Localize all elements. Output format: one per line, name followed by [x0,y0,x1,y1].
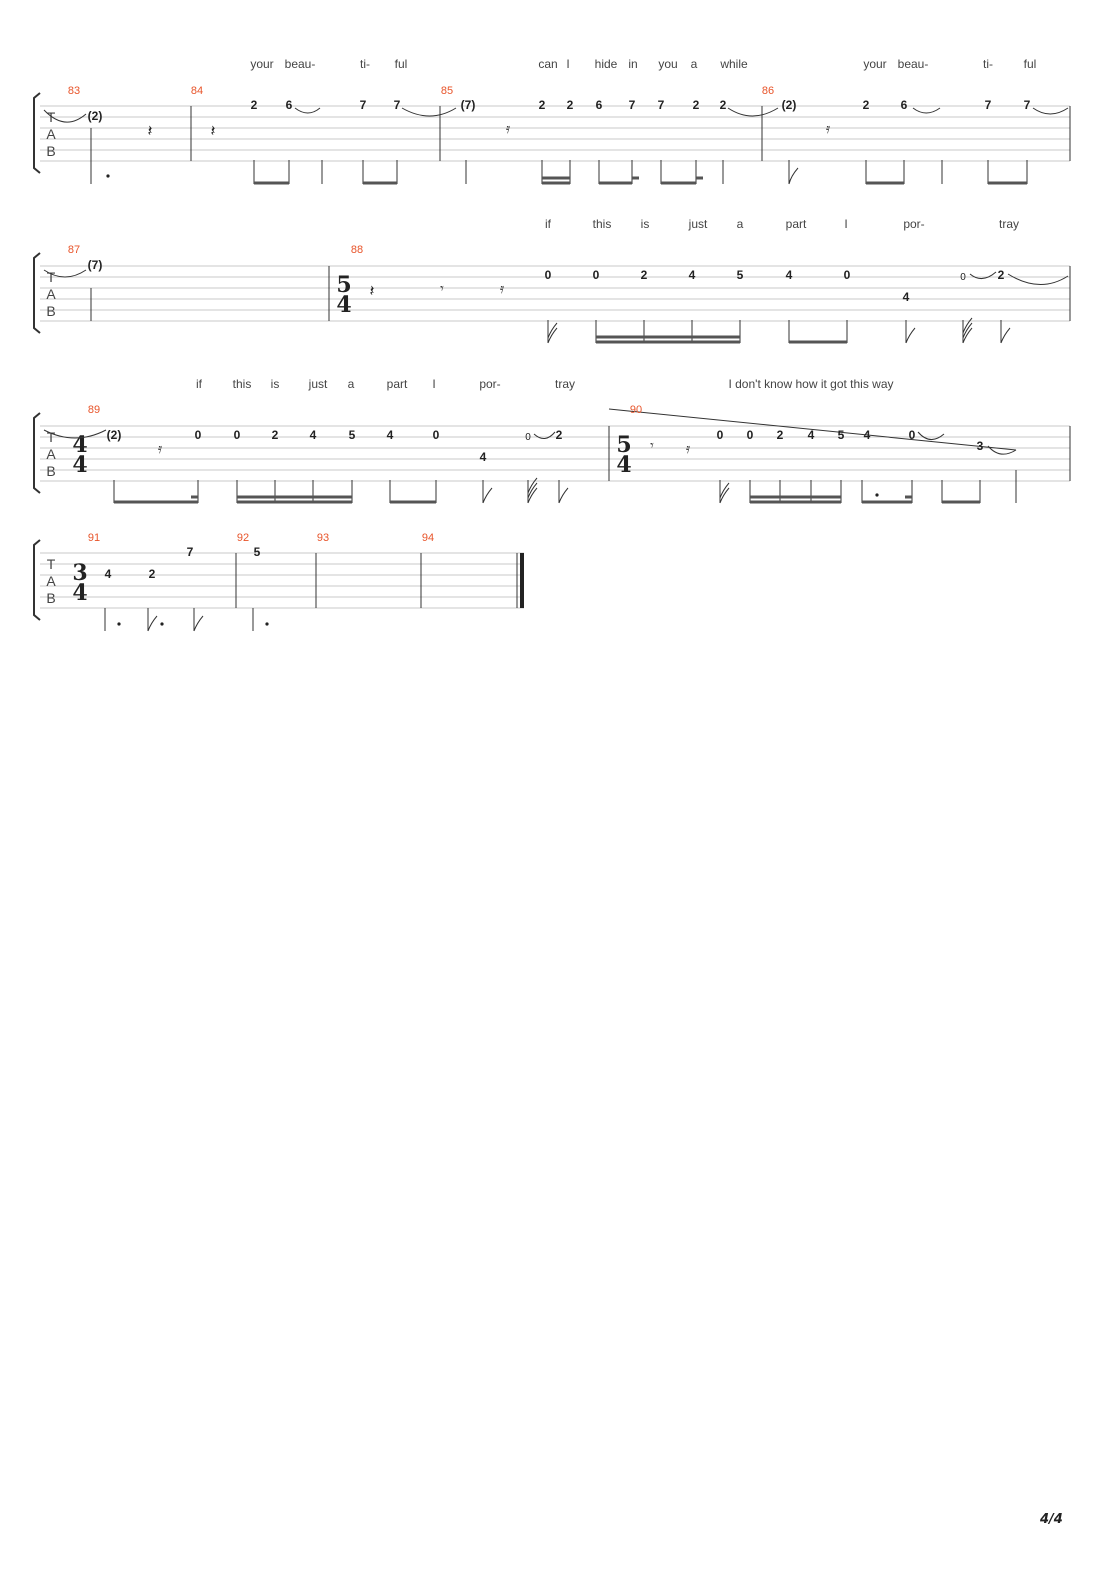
lyrics-line [196,377,894,391]
measure-number: 93 [316,532,330,544]
fret-number: 2 [862,98,870,112]
lyric: beau- [897,57,929,71]
stems [105,608,253,631]
system-bracket [34,540,40,620]
fret-number: 2 [555,428,563,442]
fret-number: (7) [87,258,103,272]
svg-text:A: A [46,573,56,589]
measure-number: 90 [629,404,643,416]
lyric: your [250,57,274,71]
quarter-rest: 𝄽 [210,123,216,140]
measure-numbers [68,85,774,97]
fret-number: 7 [984,98,992,112]
beams [596,337,847,342]
flag [789,168,798,184]
fret-number: 4 [688,268,696,282]
fret-number: 7 [393,98,401,112]
fret-number: 7 [628,98,636,112]
svg-text:A: A [46,286,56,302]
system-bracket [34,93,40,173]
measure-number: 89 [87,404,101,416]
svg-text:4: 4 [72,580,88,606]
svg-text:B: B [46,463,56,479]
fret-number: 2 [776,428,784,442]
fret-number: (7) [460,98,476,112]
lyric: hide [594,57,618,71]
barlines [236,553,517,608]
svg-text:5: 5 [336,272,352,298]
fret-number: 6 [285,98,293,112]
lyric: a [347,377,355,391]
measure-number: 88 [350,244,364,256]
fret-number: 5 [837,428,845,442]
dot [106,174,109,177]
lyric: your [863,57,887,71]
fret-number: 4 [807,428,815,442]
fret-number: 0 [960,272,966,283]
svg-text:3: 3 [72,560,88,586]
svg-text:4: 4 [72,432,88,458]
quarter-rest: 𝄽 [147,123,153,140]
sixteenth-rest: 𝄿 [825,120,831,136]
lyric: can [538,57,558,71]
svg-text:A: A [46,446,56,462]
fret-number: 3 [976,439,984,453]
lyric: is [640,217,650,231]
fret-number: 0 [544,268,552,282]
quarter-rest: 𝄽 [369,283,375,300]
lyric: just [308,377,328,391]
fret-number: 4 [104,567,112,581]
fret-number: 2 [640,268,648,282]
fret-number: 2 [566,98,574,112]
fret-number: 5 [253,545,261,559]
lyric: ful [394,57,408,71]
lyric: if [196,377,202,391]
system-3 [34,377,1070,503]
dot [875,493,878,496]
lyric: ti- [983,57,993,71]
stems [91,288,1001,343]
measure-number: 87 [67,244,81,256]
lyric: ti- [360,57,370,71]
fret-number: 0 [233,428,241,442]
lyric: I don't know how it got this way [728,377,894,391]
lyrics-line [250,57,1036,71]
lyric: I [844,217,848,231]
system-bracket [34,253,40,333]
rests [148,120,831,140]
lyric: a [736,217,744,231]
fret-number: 4 [479,450,487,464]
measure-number: 94 [421,532,435,544]
tab-staff [40,106,1070,161]
fret-number: 6 [595,98,603,112]
system-bracket [34,413,40,493]
lyric: just [688,217,708,231]
lyric: part [785,217,807,231]
svg-text:4: 4 [616,452,632,478]
svg-text:A: A [46,126,56,142]
fret-number: 4 [785,268,793,282]
lyric: a [690,57,698,71]
fret-number: 0 [592,268,600,282]
measure-number: 85 [440,85,454,97]
stems [91,128,1027,184]
lyric: beau- [284,57,316,71]
time-signature [72,560,87,606]
fret-numbers [88,98,1031,123]
system-2 [34,217,1070,343]
lyrics-line [545,217,1019,231]
fret-number: 5 [348,428,356,442]
fret-number: 4 [309,428,317,442]
fret-number: 2 [250,98,258,112]
lyric: this [592,217,612,231]
tab-clef [46,429,56,479]
fret-number: 2 [271,428,279,442]
barlines [191,106,1070,161]
sixteenth-rest: 𝄿 [685,440,691,456]
fret-number: 7 [186,545,194,559]
eighth-rest: 𝄾 [650,437,654,453]
lyric: I [432,377,436,391]
beams [114,497,980,502]
fret-number: 0 [525,432,531,443]
beams [254,178,1027,183]
measure-number: 83 [67,85,81,97]
measure-numbers [68,244,363,256]
rests [370,280,505,300]
sixteenth-rest: 𝄿 [157,440,163,456]
fret-number: 4 [863,428,871,442]
fret-numbers [105,545,261,581]
lyric: if [545,217,551,231]
fret-number: 2 [997,268,1005,282]
measure-number: 92 [236,532,250,544]
fret-number: (2) [87,109,103,123]
dots [117,622,268,625]
system-1 [34,57,1070,184]
final-barline [520,553,524,608]
svg-text:B: B [46,143,56,159]
fret-number: 0 [746,428,754,442]
tab-staff [40,266,1070,321]
lyric: you [658,57,678,71]
fret-number: (2) [106,428,122,442]
lyric: part [386,377,408,391]
measure-number: 86 [761,85,775,97]
tab-clef [46,269,56,319]
sixteenth-rest: 𝄿 [505,120,511,136]
tab-clef [46,556,56,606]
lyric: ful [1023,57,1037,71]
fret-number: 0 [843,268,851,282]
page-number: 4/4 [1040,1512,1063,1527]
fret-number: 2 [148,567,156,581]
eighth-rest: 𝄾 [440,280,444,296]
lyric: por- [479,377,501,391]
fret-number: 0 [716,428,724,442]
lyric: tray [998,217,1020,231]
fret-numbers [88,258,1005,304]
svg-text:T: T [46,109,56,125]
fret-number: 4 [386,428,394,442]
svg-text:4: 4 [72,452,88,478]
svg-text:T: T [46,429,56,445]
svg-text:T: T [46,269,56,285]
sixteenth-rest: 𝄿 [499,280,505,296]
lyric: this [232,377,252,391]
flags [148,616,203,631]
fret-number: 7 [657,98,665,112]
measure-numbers [88,404,642,416]
fret-number: 6 [900,98,908,112]
fret-number: 0 [432,428,440,442]
fret-number: 5 [736,268,744,282]
lyric: tray [554,377,576,391]
fret-number: 2 [692,98,700,112]
fret-number: 0 [194,428,202,442]
time-signature [336,272,351,318]
svg-text:T: T [46,556,56,572]
measure-number: 91 [87,532,101,544]
svg-text:4: 4 [336,292,352,318]
lyric: while [720,57,748,71]
fret-number: (2) [781,98,797,112]
measure-numbers [88,532,434,544]
measure-number: 84 [190,85,204,97]
fret-number: 4 [902,290,910,304]
svg-text:B: B [46,303,56,319]
lyric: is [270,377,280,391]
svg-text:5: 5 [616,432,632,458]
fret-number: 7 [1023,98,1031,112]
fret-number: 0 [908,428,916,442]
lyric: por- [903,217,925,231]
lyric: I [566,57,570,71]
tab-staff [40,553,524,608]
lyric: in [628,57,638,71]
svg-text:B: B [46,590,56,606]
fret-number: 7 [359,98,367,112]
fret-number: 2 [538,98,546,112]
fret-number: 2 [719,98,727,112]
ties [44,108,1068,122]
flags [548,318,1010,343]
system-4 [34,532,524,631]
flags [483,478,729,503]
